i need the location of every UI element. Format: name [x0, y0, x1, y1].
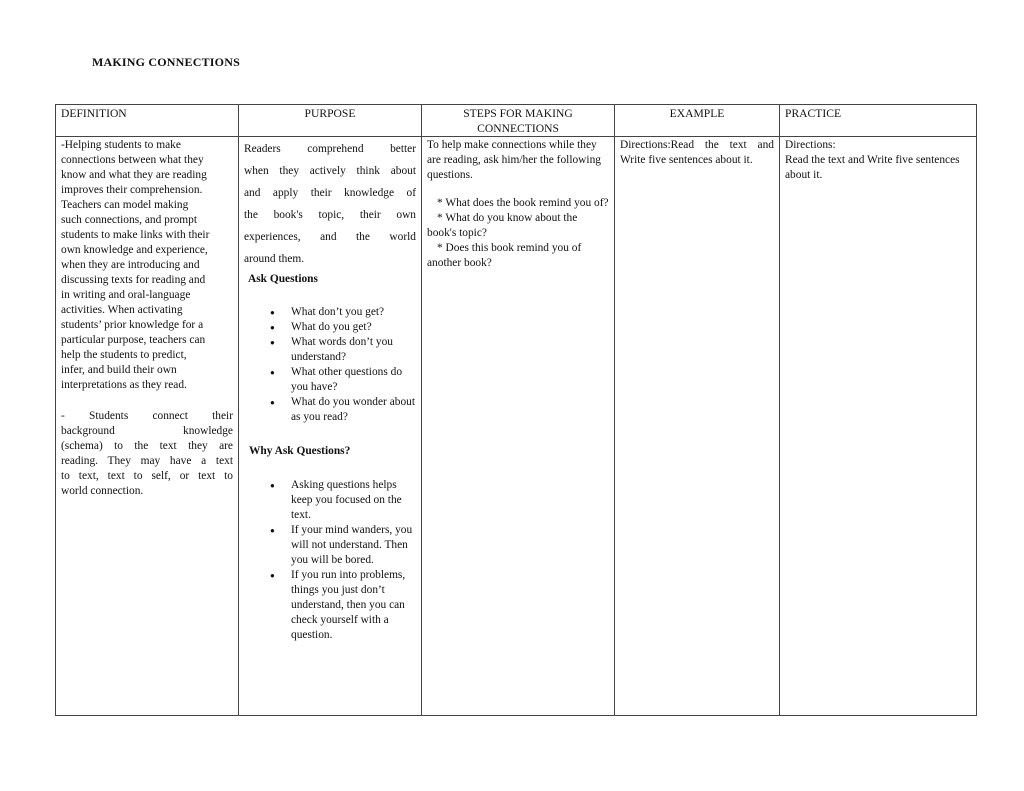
definition-line: world connection.	[61, 485, 144, 497]
definition-line: in writing and oral-language	[61, 289, 191, 301]
definition-cell	[56, 137, 239, 716]
steps-question: * What does the book remind you of?	[437, 197, 609, 209]
practice-line: Read the text and Write five sentences about it.	[785, 154, 960, 181]
header-example: EXAMPLE	[615, 105, 780, 137]
steps-question: * What do you know about the book's topic?	[427, 212, 578, 239]
purpose-line: and apply their knowledge of	[244, 187, 416, 199]
practice-line: Directions:	[785, 139, 836, 151]
definition-line: Teachers can model making	[61, 199, 189, 211]
steps-question: * Does this book remind you of another book?	[427, 242, 582, 269]
definition-line: background knowledge	[61, 425, 233, 437]
list-item: ● What don’t you get?	[244, 305, 416, 320]
header-purpose: PURPOSE	[239, 105, 422, 137]
definition-line: to text, text to self, or text to	[61, 470, 233, 482]
definition-line: when they are introducing and	[61, 259, 200, 271]
definition-line: help the students to predict,	[61, 349, 187, 361]
why-ask-list	[244, 478, 416, 643]
definition-line: reading. They may have a text	[61, 455, 233, 467]
definition-line: interpretations as they read.	[61, 379, 187, 391]
spacer	[61, 393, 233, 409]
definition-line: infer, and build their own	[61, 364, 177, 376]
ask-questions-list	[244, 305, 416, 425]
definition-line: (schema) to the text they are	[61, 440, 233, 452]
definition-line: improves their comprehension.	[61, 184, 203, 196]
practice-cell	[780, 137, 977, 716]
definition-line: -Helping students to make	[61, 139, 181, 151]
steps-intro: To help make connections while they are reading, ask him/her the following questions.	[427, 139, 601, 181]
definition-line: own knowledge and experience,	[61, 244, 208, 256]
list-item: ● What other questions do you have?	[244, 365, 416, 395]
list-item: ● If your mind wanders, you will not understand. Then you will be bored.	[244, 523, 416, 568]
list-item: ● If you run into problems, things you just don’t understand, then you can check yourself with a question.	[244, 568, 416, 643]
example-cell: Directions:Read the text and Write five sentences about it.	[615, 137, 780, 716]
list-item: ● What do you wonder about as you read?	[244, 395, 416, 425]
list-item: ● What words don’t you understand?	[244, 335, 416, 365]
table-body-row	[56, 137, 977, 716]
definition-line: students to make links with their	[61, 229, 210, 241]
ask-questions-heading: Ask Questions	[248, 273, 318, 285]
definition-line: connections between what they	[61, 154, 204, 166]
definition-line: particular purpose, teachers can	[61, 334, 206, 346]
definition-line: students’ prior knowledge for a	[61, 319, 204, 331]
purpose-line: experiences, and the world	[244, 231, 416, 243]
steps-cell	[422, 137, 615, 716]
purpose-line: when they actively think about	[244, 165, 416, 177]
document-title: MAKING CONNECTIONS	[92, 55, 240, 69]
definition-line: discussing texts for reading and	[61, 274, 206, 286]
purpose-para	[244, 138, 416, 270]
list-item: ● Asking questions helps keep you focused on the text.	[244, 478, 416, 523]
definition-para-2	[61, 409, 233, 499]
connections-table	[55, 104, 977, 716]
definition-line: know and what they are reading	[61, 169, 207, 181]
purpose-line: the book's topic, their own	[244, 209, 416, 221]
purpose-line: around them.	[244, 253, 305, 265]
why-ask-heading: Why Ask Questions?	[249, 445, 351, 457]
spacer	[427, 183, 609, 196]
definition-line: activities. When activating	[61, 304, 183, 316]
header-practice: PRACTICE	[780, 105, 977, 137]
definition-line: such connections, and prompt	[61, 214, 198, 226]
header-definition: DEFINITION	[56, 105, 239, 137]
definition-line: - Students connect their	[61, 410, 233, 422]
purpose-line: Readers comprehend better	[244, 143, 416, 155]
table-header-row	[56, 105, 977, 137]
purpose-cell	[239, 137, 422, 716]
definition-para-1	[61, 138, 233, 393]
header-steps: STEPS FOR MAKING CONNECTIONS	[422, 105, 615, 137]
list-item: ● What do you get?	[244, 320, 416, 335]
